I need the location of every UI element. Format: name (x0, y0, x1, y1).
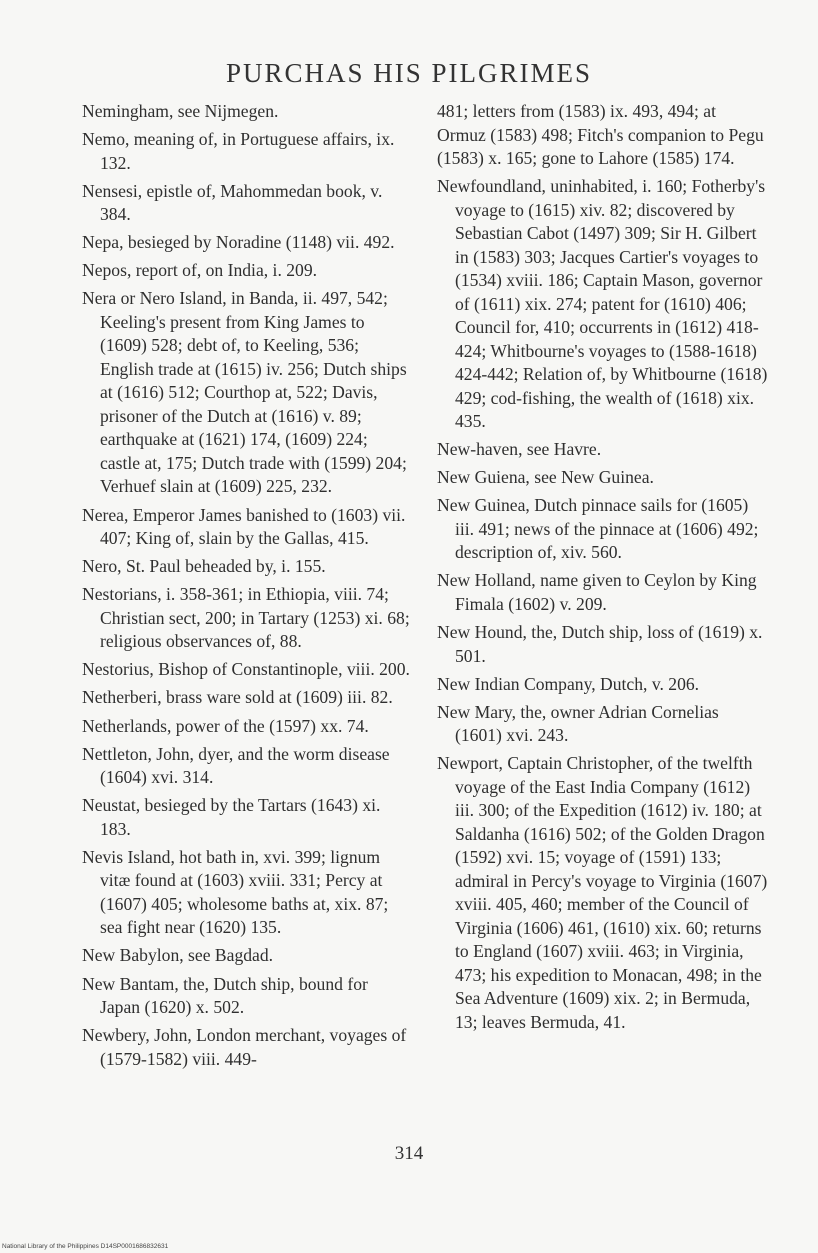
index-entry: Neustat, besieged by the Tartars (1643) xi. 183. (82, 795, 381, 839)
index-entry: Nemo, meaning of, in Portuguese affairs, ix. 132. (82, 129, 395, 173)
index-entry: New Mary, the, owner Adrian Cornelias (1601) xvi. 243. (437, 701, 719, 746)
index-entry: Newbery, John, London merchant, voyages of (1579-1582) viii. 449- (82, 1025, 407, 1069)
index-entry: Nemingham, see Nijmegen. (82, 101, 279, 121)
index-column-left (82, 100, 410, 1076)
index-entry: Nepos, report of, on India, i. 209. (82, 260, 318, 281)
index-entry: Nestorians, i. 358-361; in Ethiopia, viii. 74; Christian sect, 200; in Tartary (1253) xi. 68; religious observances of, 88. (82, 584, 410, 652)
index-entry: Nettleton, John, dyer, and the worm disease (1604) xvi. 314. (82, 743, 390, 788)
index-entry: Netherberi, brass ware sold at (1609) iii. 82. (82, 687, 393, 708)
index-entry: New Indian Company, Dutch, v. 206. (437, 673, 700, 694)
index-column-right (437, 100, 768, 1039)
index-entry: New Holland, name given to Ceylon by King Fimala (1602) v. 209. (437, 570, 757, 614)
index-entry: New Babylon, see Bagdad. (82, 945, 274, 966)
index-entry: Nerea, Emperor James banished to (1603) vii. 407; King of, slain by the Gallas, 415. (82, 504, 406, 549)
index-entry: Nestorius, Bishop of Constantinople, viii. 200. (82, 659, 410, 680)
index-entry-continuation: 481; letters from (1583) ix. 493, 494; at Ormuz (1583) 498; Fitch's companion to Pegu (1583) x. 165; gone to Lahore (1585) 174. (437, 101, 764, 168)
index-entry: Newport, Captain Christopher, of the twelfth voyage of the East India Company (1612) iii. 300; of the Expedition (1612) iv. 180; at Saldanha (1616) 502; of the Golden Dragon (1592) xvi. 15; voyage of (1591) 133; admiral in Percy's voyage to Virginia (1607) xviii. 405, 460; member of the Council of Virginia (1606) 461, (1610) xix. 60; returns to England (1607) xviii. 463; in Virginia, 473; his expedition to Monacan, 498; in the Sea Adventure (1609) xix. 2; in Bermuda, 13; leaves Bermuda, 41. (437, 753, 768, 1032)
index-entry: New Guiena, see New Guinea. (437, 467, 654, 488)
index-entry: Nevis Island, hot bath in, xvi. 399; lignum vitæ found at (1603) xviii. 331; Percy at (1607) 405; wholesome baths at, xix. 87; sea fight near (1620) 135. (82, 846, 389, 938)
index-entry: Netherlands, power of the (1597) xx. 74. (82, 715, 369, 736)
index-entry: Nera or Nero Island, in Banda, ii. 497, 542; Keeling's present from King James to (1609) 528; debt of, to Keeling, 536; English trade at (1615) iv. 256; Dutch ships at (1616) 512; Courthop at, 522; Davis, prisoner of the Dutch at (1616) v. 89; earthquake at (1621) 174, (1609) 224; castle at, 175; Dutch trade with (1599) 204; Verhuef slain at (1609) 225, 232. (82, 288, 407, 497)
index-entry: Nepa, besieged by Noradine (1148) vii. 492. (82, 232, 395, 253)
index-entry: Nensesi, epistle of, Mahommedan book, v. 384. (82, 180, 383, 225)
index-entry: Nero, St. Paul beheaded by, i. 155. (82, 556, 326, 577)
index-entry: New Bantam, the, Dutch ship, bound for Japan (1620) x. 502. (82, 973, 368, 1017)
scan-footer: National Library of the Philippines D14SP0001686832631 (2, 1243, 169, 1250)
index-entry: New-haven, see Havre. (437, 439, 602, 460)
page-title: PURCHAS HIS PILGRIMES (225, 58, 593, 88)
index-entry: New Hound, the, Dutch ship, loss of (1619) x. 501. (437, 622, 763, 666)
index-entry: New Guinea, Dutch pinnace sails for (1605) iii. 491; news of the pinnace at (1606) 492; description of, xiv. 560. (437, 495, 759, 563)
index-entry: Newfoundland, uninhabited, i. 160; Fotherby's voyage to (1615) xiv. 82; discovered by Sebastian Cabot (1497) 309; Sir H. Gilbert in (1583) 303; Jacques Cartier's voyages to (1534) xviii. 186; Captain Mason, governor of (1611) xix. 274; patent for (1610) 406; Council for, 410; occurrents in (1612) 418-424; Whitbourne's voyages to (1588-1618) 424-442; Relation of, by Whitbourne (1618) 429; cod-fishing, the wealth of (1618) xix. 435. (437, 176, 768, 432)
page-number: 314 (394, 1143, 424, 1164)
